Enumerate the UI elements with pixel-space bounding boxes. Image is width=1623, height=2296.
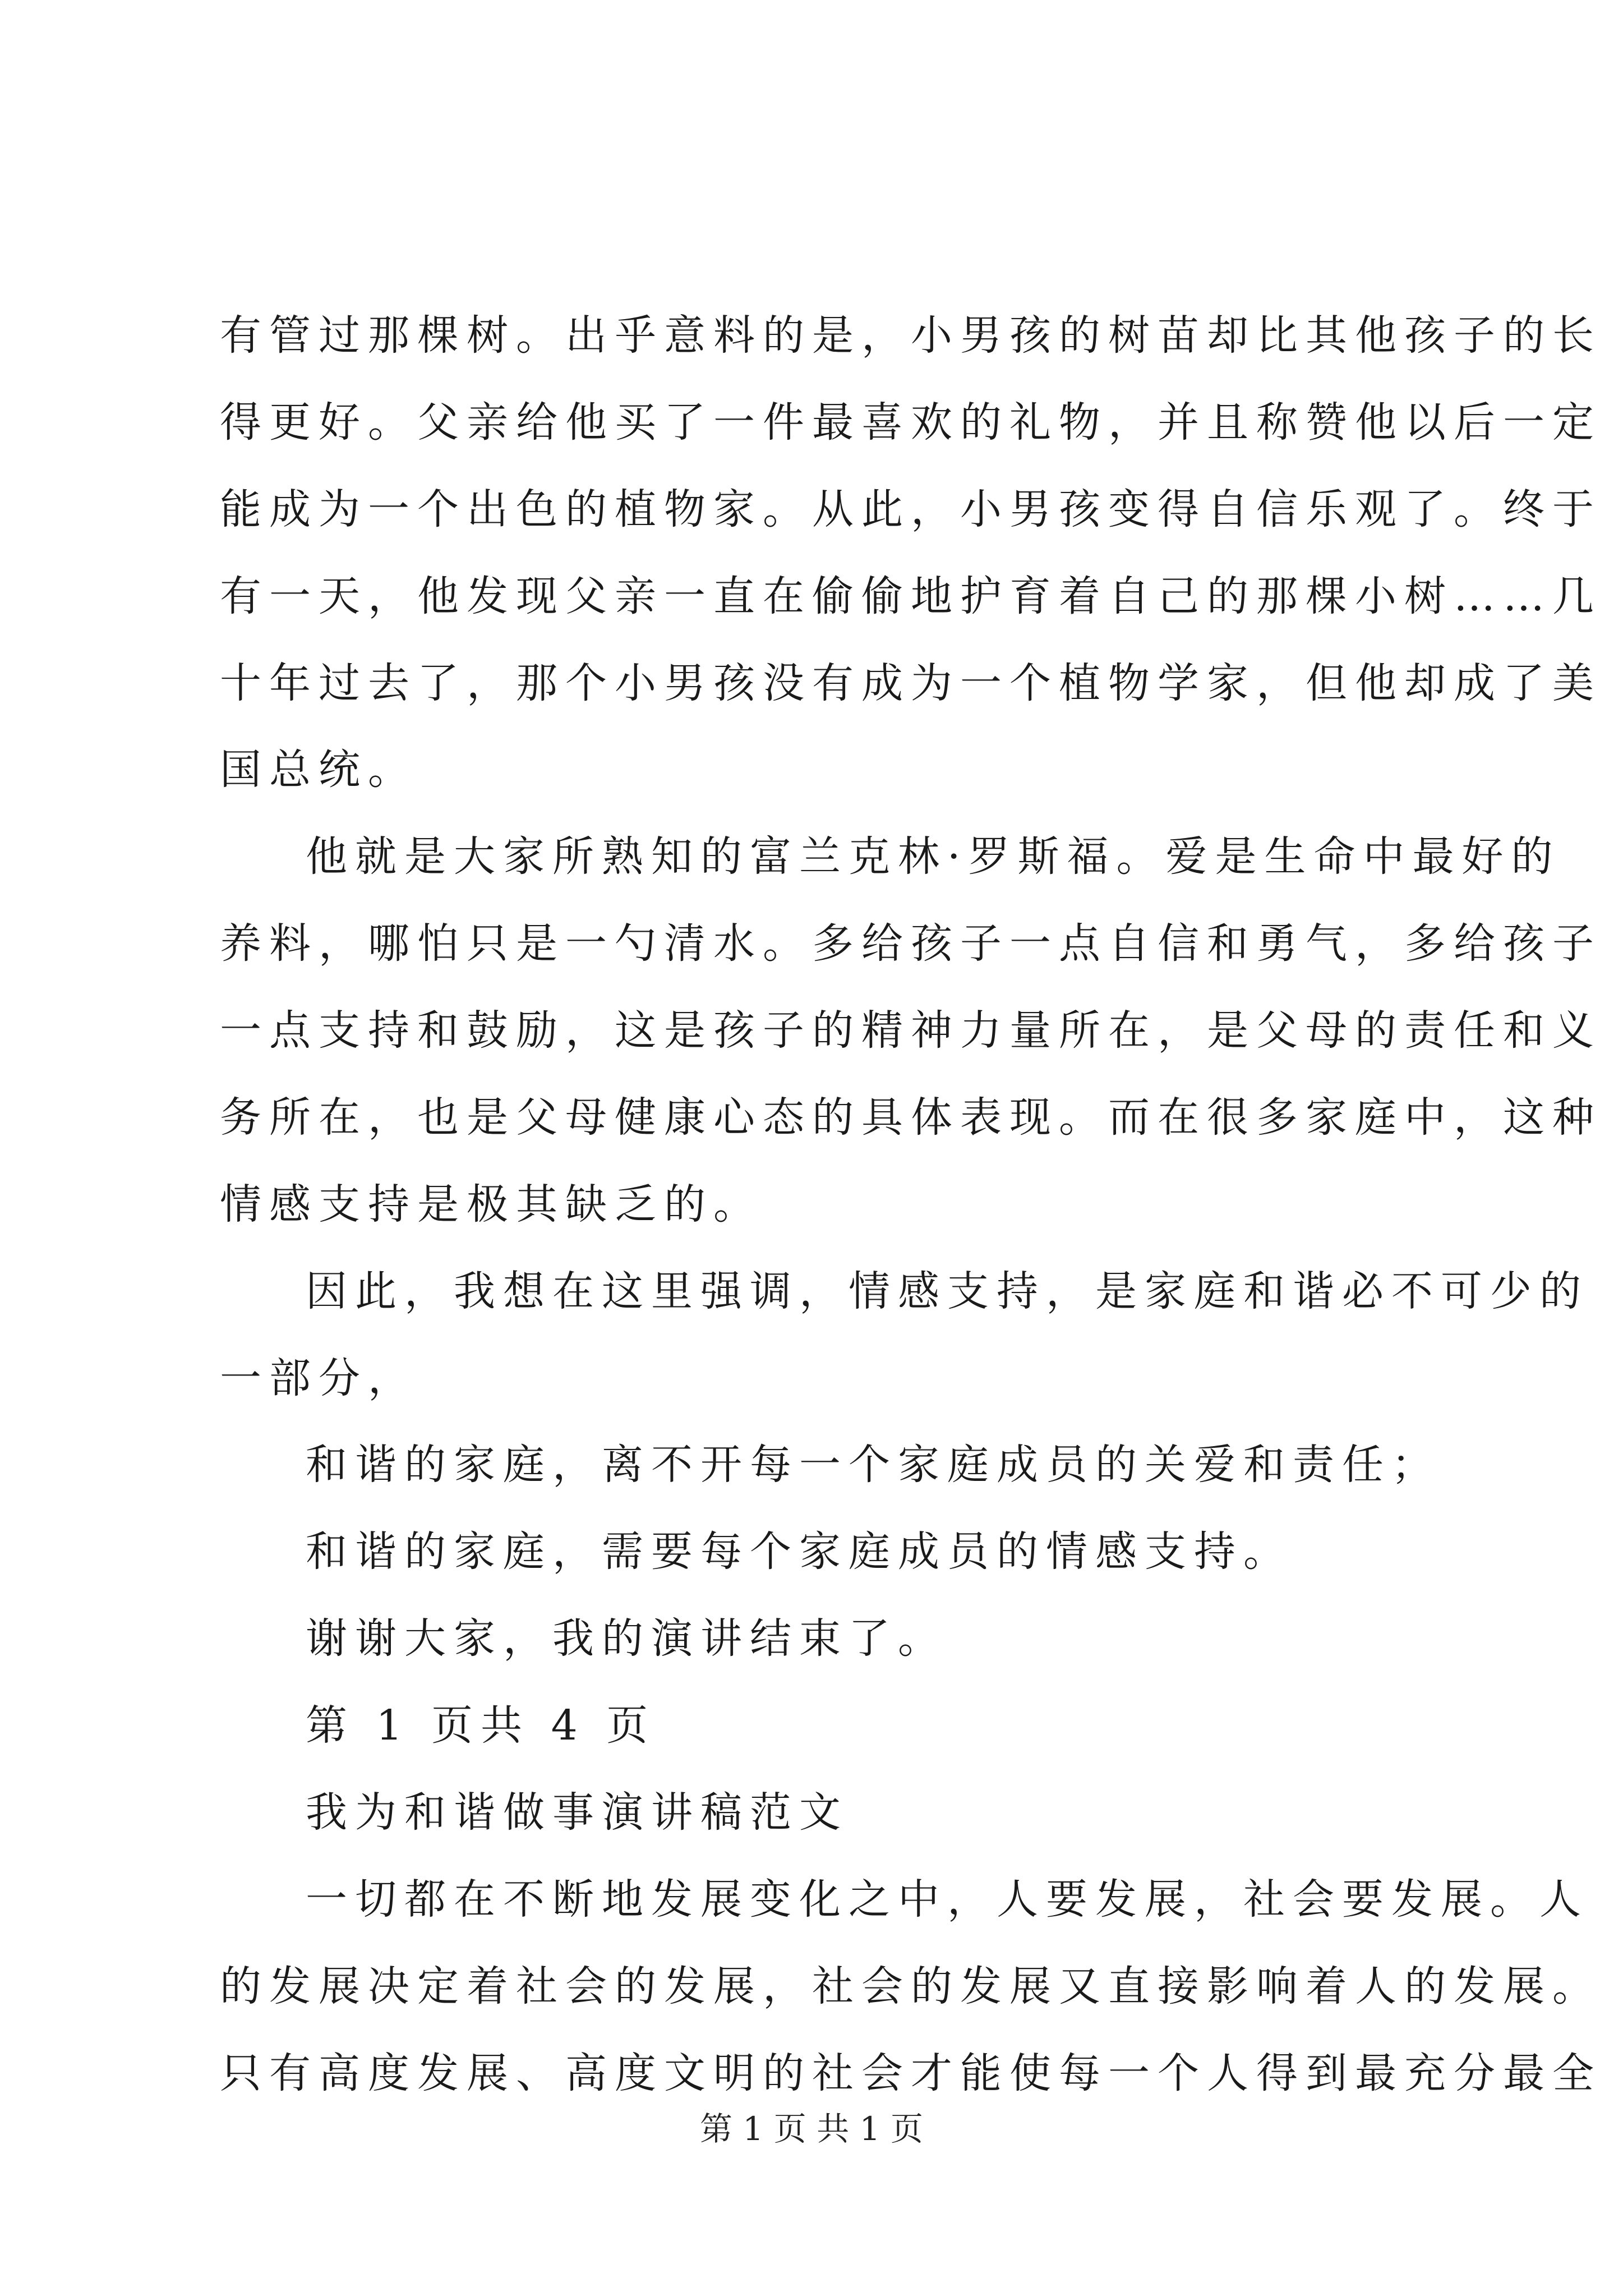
body-line-9: 一点支持和鼓励，这是孩子的精神力量所在，是父母的责任和义 (220, 1006, 1602, 1055)
body-line-1: 有管过那棵树。出乎意料的是，小男孩的树苗却比其他孩子的长 (220, 311, 1602, 360)
body-line-13: 一部分， (220, 1354, 417, 1402)
body-line-11: 情感支持是极其缺乏的。 (220, 1180, 763, 1228)
body-line-12: 因此，我想在这里强调，情感支持，是家庭和谐必不可少的 (306, 1267, 1589, 1315)
body-line-19: 一切都在不断地发展变化之中，人要发展，社会要发展。人 (306, 1875, 1589, 1924)
body-line-2: 得更好。父亲给他买了一件最喜欢的礼物，并且称赞他以后一定 (220, 398, 1602, 447)
body-line-6: 国总统。 (220, 746, 417, 794)
body-line-16: 谢谢大家，我的演讲结束了。 (306, 1614, 947, 1663)
body-line-5: 十年过去了，那个小男孩没有成为一个植物学家，但他却成了美 (220, 659, 1602, 707)
body-line-4: 有一天，他发现父亲一直在偷偷地护育着自己的那棵小树……几 (220, 572, 1602, 620)
page-footer: 第 1 页 共 1 页 (700, 2110, 923, 2148)
body-line-10: 务所在，也是父母健康心态的具体表现。而在很多家庭中，这种 (220, 1093, 1602, 1142)
body-line-7: 他就是大家所熟知的富兰克林·罗斯福。爱是生命中最好的 (306, 832, 1561, 881)
body-line-8: 养料，哪怕只是一勺清水。多给孩子一点自信和勇气，多给孩子 (220, 919, 1602, 968)
body-line-21: 只有高度发展、高度文明的社会才能使每一个人得到最充分最全 (220, 2049, 1602, 2097)
body-line-3: 能成为一个出色的植物家。从此，小男孩变得自信乐观了。终于 (220, 485, 1602, 533)
body-line-15: 和谐的家庭，需要每个家庭成员的情感支持。 (306, 1527, 1293, 1576)
body-line-20: 的发展决定着社会的发展，社会的发展又直接影响着人的发展。 (220, 1962, 1602, 2010)
body-line-14: 和谐的家庭，离不开每一个家庭成员的关爱和责任； (306, 1441, 1441, 1489)
inline-page-number: 第 1 页共 4 页 (306, 1701, 656, 1750)
section-title: 我为和谐做事演讲稿范文 (306, 1788, 849, 1837)
